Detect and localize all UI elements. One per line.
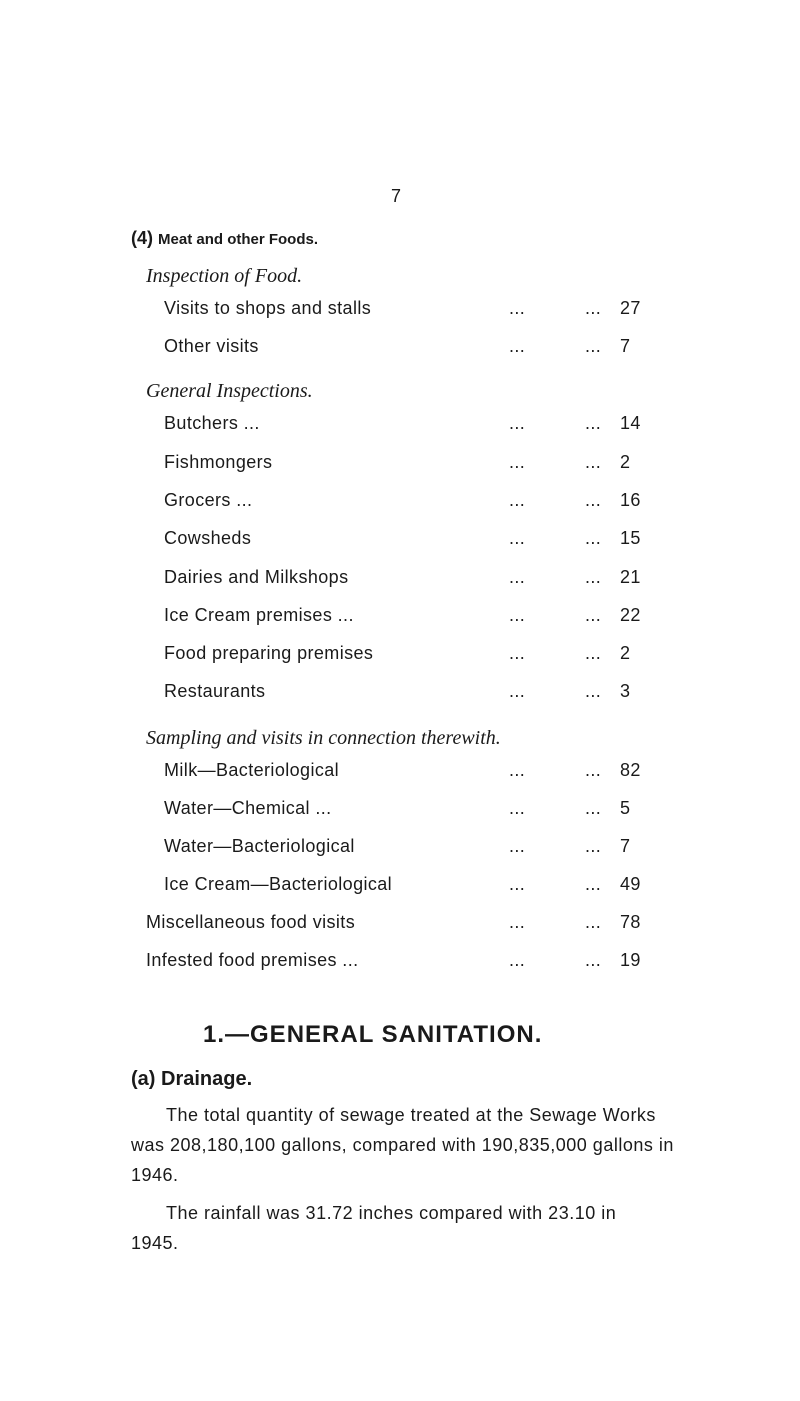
row-value: 82 <box>620 760 641 780</box>
leader-dots: ... <box>509 605 526 625</box>
list-item <box>0 836 800 862</box>
leader-dots: ... <box>585 950 602 970</box>
list-item <box>0 528 800 554</box>
row-value: 5 <box>620 798 631 818</box>
section-title: Meat and other Foods. <box>158 231 319 248</box>
list-item <box>0 298 800 324</box>
row-label: Restaurants <box>164 681 266 701</box>
list-item <box>0 874 800 900</box>
row-value: 16 <box>620 490 641 510</box>
row-label: Cowsheds <box>164 528 252 548</box>
paragraph-line: The rainfall was 31.72 inches compared with 23.10 in <box>166 1203 617 1223</box>
paragraph-line: The total quantity of sewage treated at the Sewage Works <box>166 1105 656 1125</box>
list-item <box>0 760 800 786</box>
group-title-inspection: Inspection of Food. <box>146 265 303 287</box>
row-label: Food preparing premises <box>164 643 374 663</box>
row-label: Milk—Bacteriological <box>164 760 340 780</box>
leader-dots: ... <box>585 452 602 472</box>
leader-dots: ... <box>585 413 602 433</box>
row-value: 2 <box>620 643 631 663</box>
list-item <box>0 452 800 478</box>
row-value: 21 <box>620 567 641 587</box>
list-item <box>0 567 800 593</box>
leader-dots: ... <box>585 528 602 548</box>
row-label: Water—Chemical ... <box>164 798 332 818</box>
leader-dots: ... <box>509 528 526 548</box>
list-item <box>0 798 800 824</box>
leader-dots: ... <box>509 643 526 663</box>
row-label: Ice Cream—Bacteriological <box>164 874 393 894</box>
leader-dots: ... <box>585 681 602 701</box>
leader-dots: ... <box>585 836 602 856</box>
list-item <box>0 605 800 631</box>
row-label: Grocers ... <box>164 490 253 510</box>
group-title-general: General Inspections. <box>146 380 313 402</box>
row-value: 15 <box>620 528 641 548</box>
leader-dots: ... <box>509 760 526 780</box>
row-value: 22 <box>620 605 641 625</box>
leader-dots: ... <box>509 567 526 587</box>
leader-dots: ... <box>509 681 526 701</box>
leader-dots: ... <box>509 950 526 970</box>
leader-dots: ... <box>509 874 526 894</box>
list-item <box>0 681 800 707</box>
list-item <box>0 336 800 362</box>
leader-dots: ... <box>509 336 526 356</box>
row-label: Water—Bacteriological <box>164 836 355 856</box>
leader-dots: ... <box>585 874 602 894</box>
general-sanitation-heading: 1.—GENERAL SANITATION. <box>203 1021 543 1048</box>
row-label: Butchers ... <box>164 413 260 433</box>
leader-dots: ... <box>585 298 602 318</box>
leader-dots: ... <box>509 298 526 318</box>
leader-dots: ... <box>585 336 602 356</box>
leader-dots: ... <box>585 490 602 510</box>
row-label: Miscellaneous food visits <box>146 912 356 932</box>
paragraph-line: was 208,180,100 gallons, compared with 190,835,000 gallons in <box>131 1135 674 1155</box>
row-value: 19 <box>620 950 641 970</box>
leader-dots: ... <box>585 760 602 780</box>
row-label: Infested food premises ... <box>146 950 359 970</box>
leader-dots: ... <box>585 567 602 587</box>
row-value: 78 <box>620 912 641 932</box>
leader-dots: ... <box>585 643 602 663</box>
row-value: 14 <box>620 413 641 433</box>
row-value: 7 <box>620 836 631 856</box>
row-label: Ice Cream premises ... <box>164 605 354 625</box>
paragraph-line: 1946. <box>131 1165 179 1185</box>
section-heading <box>131 228 318 249</box>
list-item <box>0 413 800 439</box>
row-label: Fishmongers <box>164 452 273 472</box>
list-item <box>0 950 800 976</box>
row-label: Dairies and Milkshops <box>164 567 349 587</box>
row-label: Visits to shops and stalls <box>164 298 372 318</box>
leader-dots: ... <box>509 490 526 510</box>
list-item <box>0 490 800 516</box>
row-value: 3 <box>620 681 631 701</box>
row-label: Other visits <box>164 336 259 356</box>
drainage-subheading: (a) Drainage. <box>131 1068 253 1090</box>
group-title-sampling: Sampling and visits in connection therewith. <box>146 727 501 749</box>
list-item <box>0 912 800 938</box>
list-item <box>0 643 800 669</box>
leader-dots: ... <box>509 798 526 818</box>
leader-dots: ... <box>509 452 526 472</box>
row-value: 2 <box>620 452 631 472</box>
row-value: 7 <box>620 336 631 356</box>
page-number: 7 <box>391 186 402 206</box>
section-number: (4) <box>131 228 153 248</box>
leader-dots: ... <box>509 912 526 932</box>
leader-dots: ... <box>509 836 526 856</box>
leader-dots: ... <box>585 605 602 625</box>
leader-dots: ... <box>509 413 526 433</box>
row-value: 49 <box>620 874 641 894</box>
paragraph-line: 1945. <box>131 1233 179 1253</box>
row-value: 27 <box>620 298 641 318</box>
leader-dots: ... <box>585 912 602 932</box>
leader-dots: ... <box>585 798 602 818</box>
